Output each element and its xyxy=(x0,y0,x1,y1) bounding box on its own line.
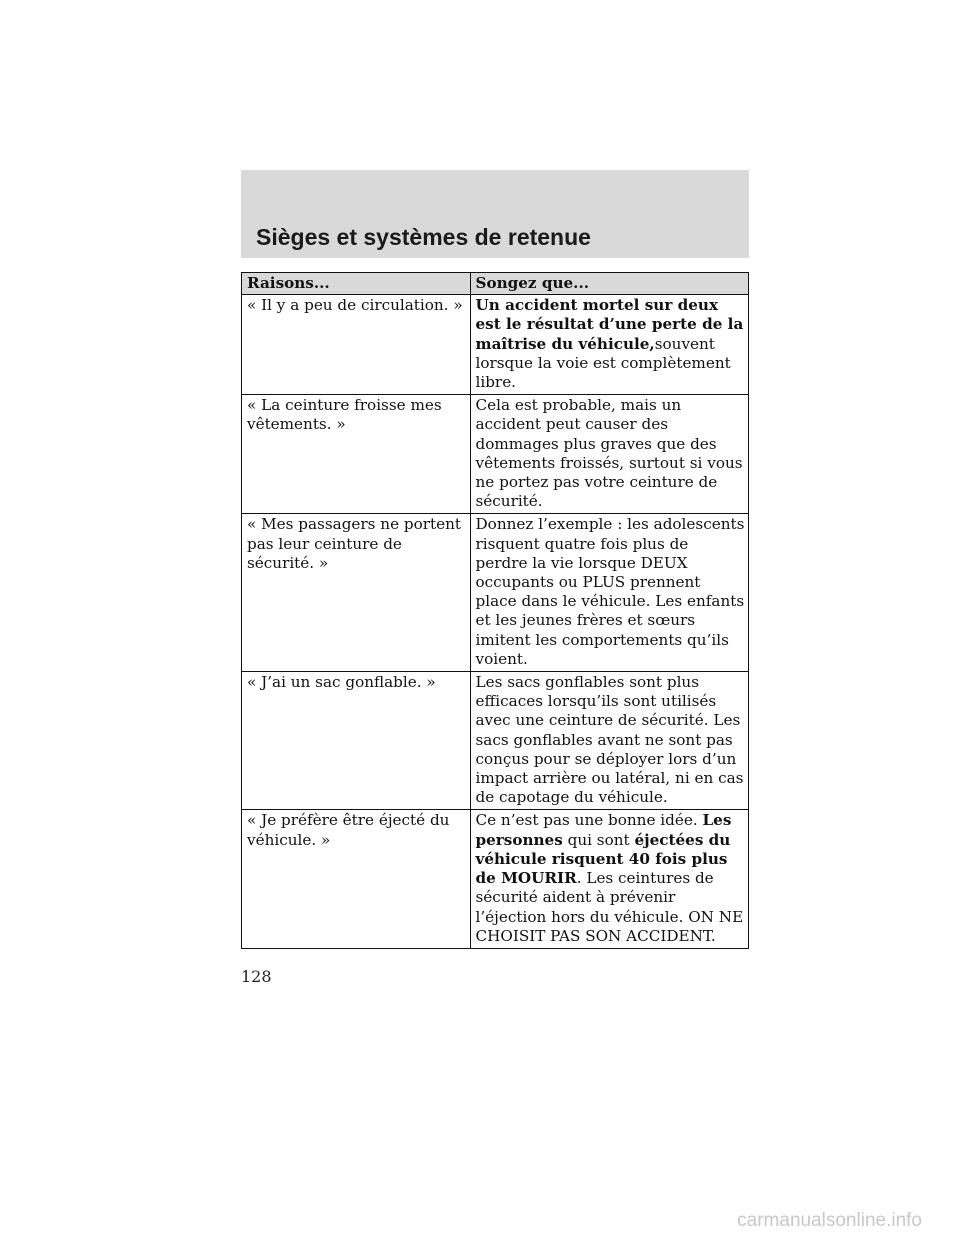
table-row xyxy=(242,672,749,810)
table-row xyxy=(242,514,749,672)
reply-bold-text: Un accident mortel sur deux est le résultat d’une perte de la maîtrise du véhicule, xyxy=(475,296,744,353)
reason-cell: « J’ai un sac gonflable. » xyxy=(242,672,471,810)
column-header-reply: Songez que... xyxy=(470,273,749,295)
column-header-reasons: Raisons... xyxy=(242,273,471,295)
reply-cell: Les sacs gonflables sont plus efficaces lorsqu’ils sont utilisés avec une ceinture de sécurité. Les sacs gonflables avant ne sont pas conçus pour se déployer lors d’un impact arrière ou latéral, ni en cas de capotage du véhicule. xyxy=(470,672,749,810)
table-header-row xyxy=(242,273,749,295)
reason-cell: « La ceinture froisse mes vêtements. » xyxy=(242,395,471,514)
section-title: Sièges et systèmes de retenue xyxy=(256,224,591,250)
reply-cell: Donnez l’exemple : les adolescents risquent quatre fois plus de perdre la vie lorsque DEUX occupants ou PLUS prennent place dans le véhicule. Les enfants et les jeunes frères et sœurs imitent les comportements qu’ils voient. xyxy=(470,514,749,672)
table-row xyxy=(242,295,749,395)
reply-cell: Cela est probable, mais un accident peut causer des dommages plus graves que des vêtements froissés, surtout si vous ne portez pas votre ceinture de sécurité. xyxy=(470,395,749,514)
watermark: carmanualsonline.info xyxy=(737,1210,922,1231)
table-row xyxy=(242,810,749,948)
reply-text: qui sont xyxy=(567,830,630,849)
reply-bold-text: Les personnes xyxy=(475,811,732,849)
table-row xyxy=(242,395,749,514)
reasons-table xyxy=(241,272,749,949)
reply-text: souvent lorsque la voie est complètement libre. xyxy=(475,334,731,392)
reply-text: . Les ceintures de sécurité aident à prévenir l’éjection hors du véhicule. ON NE CHOISIT PAS SON ACCIDENT. xyxy=(475,869,744,945)
reply-text: Ce n’est pas une bonne idée. xyxy=(475,811,698,830)
reply-bold-text: éjectées du véhicule risquent 40 fois plus de MOURIR xyxy=(475,830,731,888)
reason-cell: « Je préfère être éjecté du véhicule. » xyxy=(242,810,471,948)
reason-cell: « Il y a peu de circulation. » xyxy=(242,295,471,395)
reason-cell: « Mes passagers ne portent pas leur ceinture de sécurité. » xyxy=(242,514,471,672)
reply-cell xyxy=(470,810,749,948)
page-number: 128 xyxy=(241,967,272,986)
reply-cell xyxy=(470,295,749,395)
